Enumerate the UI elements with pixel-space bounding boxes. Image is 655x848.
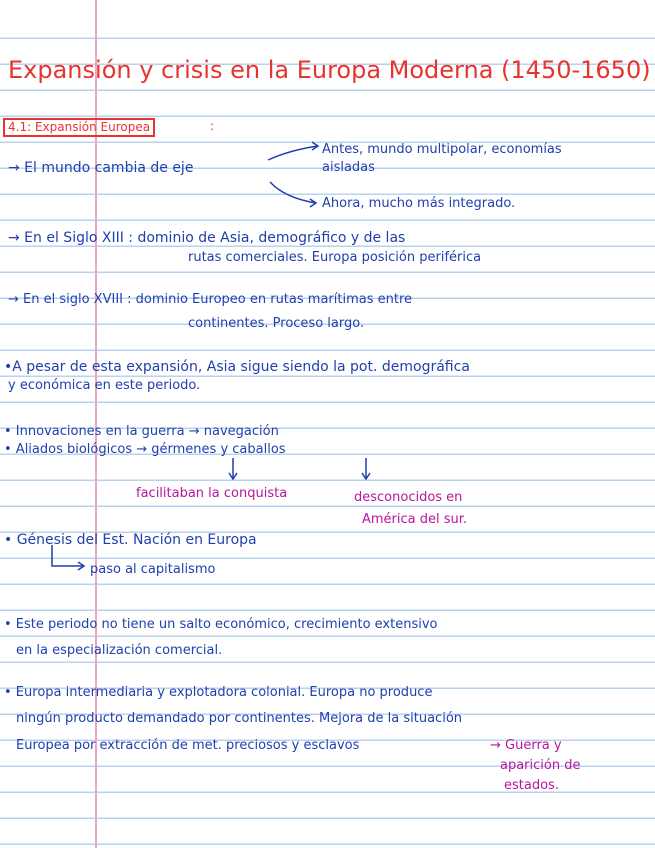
bullet-asia-power-line2: y económica en este periodo. [8,378,201,393]
bullet-18th-century-line1: → En el siglo XVIII : dominio Europeo en rutas marítimas entre [8,292,412,307]
note-unknown-line1: desconocidos en [354,490,463,505]
bullet-nation-state: • Génesis del Est. Nación en Europa [4,532,257,548]
bullet-growth-line2: en la especialización comercial. [16,643,223,658]
bullet-colonial-line1: • Europa intermediaria y explotadora colonial. Europa no produce [4,685,433,700]
bullet-world-axis: → El mundo cambia de eje [8,160,194,176]
section-heading-colon: : [210,119,215,133]
bullet-asia-power-line1: •A pesar de esta expansión, Asia sigue siendo la pot. demográfica [4,359,470,375]
note-facilitated-conquest: facilitaban la conquista [136,486,288,501]
note-war-line2: aparición de [500,758,581,773]
bullet-18th-century-line2: continentes. Proceso largo. [188,316,365,331]
branch-before-line1: Antes, mundo multipolar, economías [322,142,562,157]
bullet-capitalism: paso al capitalismo [90,562,216,577]
bullet-13th-century-line2: rutas comerciales. Europa posición periférica [188,250,482,265]
bullet-biological-allies: • Aliados biológicos → gérmenes y caballos [4,442,286,457]
bullet-colonial-line2: ningún producto demandado por continentes. Mejora de la situación [16,711,463,726]
bullet-growth-line1: • Este periodo no tiene un salto económico, crecimiento extensivo [4,617,438,632]
section-heading: 4.1: Expansión Europea [3,118,155,137]
note-unknown-line2: América del sur. [362,512,468,527]
bullet-colonial-line3: Europea por extracción de met. preciosos y esclavos [16,738,360,753]
branch-before-line2: aisladas [322,160,375,175]
note-war-line1: → Guerra y [490,738,562,753]
page-title: Expansión y crisis en la Europa Moderna (1450-1650) [8,56,651,84]
bullet-war-innovations: • Innovaciones en la guerra → navegación [4,424,279,439]
bullet-13th-century-line1: → En el Siglo XIII : dominio de Asia, demográfico y de las [8,230,406,246]
branch-now: Ahora, mucho más integrado. [322,196,516,211]
note-war-line3: estados. [504,778,559,793]
